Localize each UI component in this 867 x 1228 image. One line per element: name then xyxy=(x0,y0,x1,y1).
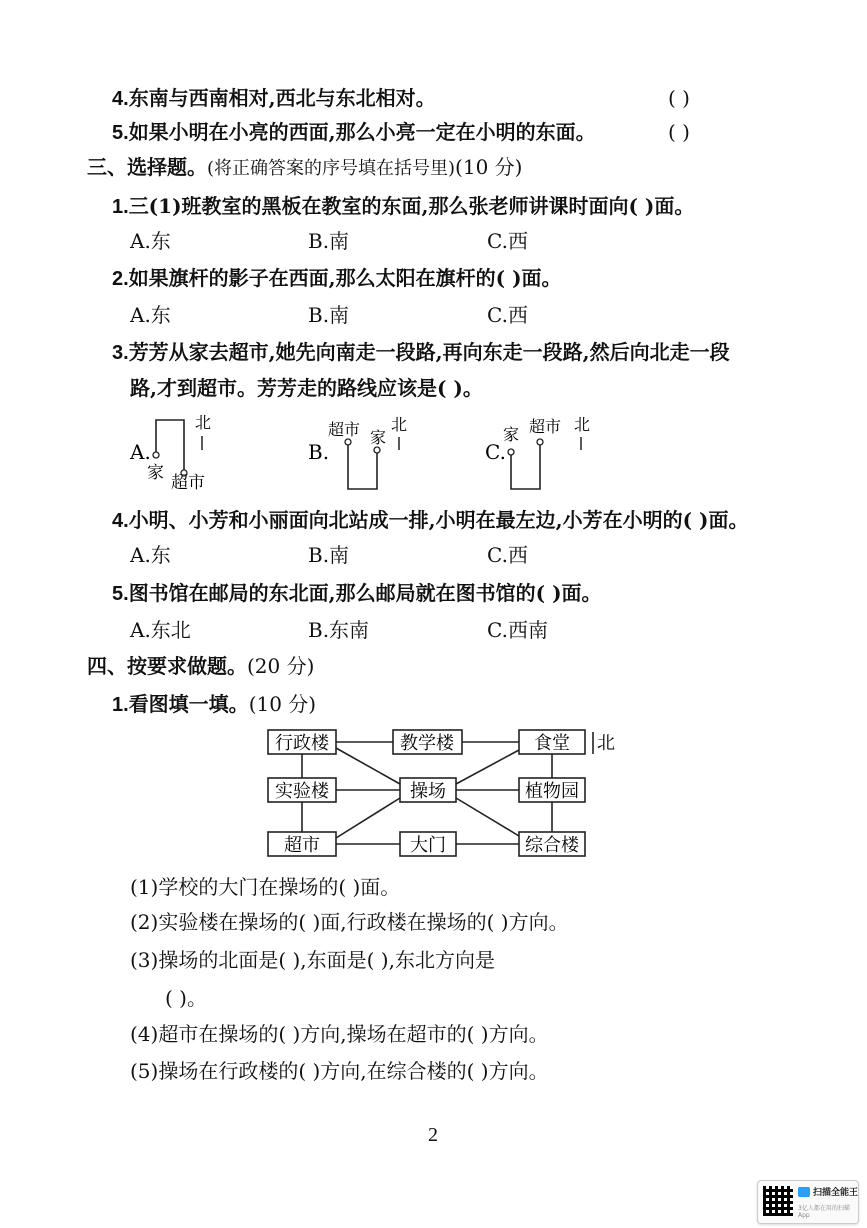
s4-sub-3-cont[interactable]: ( )。 xyxy=(165,986,207,1010)
building-garden-label: 植物园 xyxy=(525,781,579,802)
judge-q5-answer[interactable]: ( ) xyxy=(668,120,690,144)
s4-q1-score: (10 分) xyxy=(248,692,317,716)
s3-q3-line2: 路,才到超市。芳芳走的路线应该是( )。 xyxy=(130,376,483,400)
page-number: 2 xyxy=(428,1124,438,1146)
s4-q1-text: 看图填一填。 xyxy=(128,692,249,716)
badge-title: 扫描全能王 xyxy=(813,1188,859,1198)
building-market xyxy=(268,832,336,856)
route-a-home-dot xyxy=(153,452,159,458)
s3-q2-option-b[interactable]: B.南 xyxy=(308,303,350,327)
judge-q5 xyxy=(112,120,596,145)
building-lab xyxy=(268,778,336,802)
s3-q3-route-diagrams xyxy=(125,410,765,500)
s4-q1 xyxy=(112,692,316,717)
route-a-market-label: 超市 xyxy=(171,473,205,493)
s3-q4-option-c[interactable]: C.西 xyxy=(487,543,528,567)
route-c-home-label: 家 xyxy=(503,425,520,444)
s3-q4-option-b[interactable]: B.南 xyxy=(308,543,350,567)
s3-q4-text: 小明、小芳和小丽面向北站成一排,小明在最左边,小芳在小明的( )面。 xyxy=(128,508,749,532)
section3-heading xyxy=(87,155,522,181)
s3-q1-text: 三(1)班教室的黑板在教室的东面,那么张老师讲课时面向( )面。 xyxy=(128,194,695,218)
s3-q5-option-b[interactable]: B.东南 xyxy=(308,618,370,642)
route-option-b[interactable] xyxy=(308,415,407,489)
s3-q3-text-line1: 芳芳从家去超市,她先向南走一段路,再向东走一段路,然后向北走一段 xyxy=(128,340,730,364)
s4-sub-1[interactable]: (1)学校的大门在操场的( )面。 xyxy=(130,875,401,899)
scanner-badge xyxy=(757,1180,859,1224)
route-option-c[interactable] xyxy=(485,415,590,489)
s3-q1 xyxy=(112,194,694,219)
building-complex-label: 综合楼 xyxy=(525,835,579,856)
route-b-path xyxy=(348,445,377,489)
route-c-label: C. xyxy=(485,440,506,464)
judge-q4-number: 4. xyxy=(112,88,129,110)
judge-q4-text: 东南与西南相对,西北与东北相对。 xyxy=(128,86,436,110)
s3-q4-option-a[interactable]: A.东 xyxy=(130,543,171,567)
s4-q1-number: 1. xyxy=(112,694,129,716)
s3-q2-number: 2. xyxy=(112,268,129,290)
s3-q5-number: 5. xyxy=(112,583,129,605)
school-map xyxy=(260,722,630,862)
route-a-home-label: 家 xyxy=(147,463,164,483)
s3-q5-option-c[interactable]: C.西南 xyxy=(487,618,548,642)
route-b-home-label: 家 xyxy=(370,428,387,447)
s4-sub-3[interactable]: (3)操场的北面是( ),东面是( ),东北方向是 xyxy=(130,948,495,972)
judge-q4 xyxy=(112,86,436,111)
route-c-home-dot xyxy=(508,449,514,455)
s3-q1-option-a[interactable]: A.东 xyxy=(130,229,171,253)
route-c-market-dot xyxy=(537,439,543,445)
judge-q5-text: 如果小明在小亮的西面,那么小亮一定在小明的东面。 xyxy=(128,120,596,144)
section4-score: (20 分) xyxy=(247,654,315,678)
s3-q2-option-c[interactable]: C.西 xyxy=(487,303,528,327)
s3-q5 xyxy=(112,581,602,606)
s3-q4-number: 4. xyxy=(112,510,129,532)
section3-title: 三、选择题。 xyxy=(87,155,207,179)
section4-heading xyxy=(87,654,314,678)
building-canteen xyxy=(519,730,585,754)
route-c-path xyxy=(511,445,540,489)
building-market-label: 超市 xyxy=(284,835,320,856)
route-b-north-label: 北 xyxy=(391,415,408,434)
section4-title: 四、按要求做题。 xyxy=(87,654,247,678)
section3-score: (10 分) xyxy=(455,155,523,179)
s3-q4 xyxy=(112,508,749,533)
building-playground-label: 操场 xyxy=(410,781,446,802)
building-lab-label: 实验楼 xyxy=(275,781,329,802)
s3-q2-option-a[interactable]: A.东 xyxy=(130,303,171,327)
s4-sub-4[interactable]: (4)超市在操场的( )方向,操场在超市的( )方向。 xyxy=(130,1022,549,1046)
s3-q2 xyxy=(112,266,562,291)
s3-q5-text: 图书馆在邮局的东北面,那么邮局就在图书馆的( )面。 xyxy=(128,581,602,605)
s4-sub-5[interactable]: (5)操场在行政楼的( )方向,在综合楼的( )方向。 xyxy=(130,1059,549,1083)
route-b-home-dot xyxy=(374,447,380,453)
s4-sub-2[interactable]: (2)实验楼在操场的( )面,行政楼在操场的( )方向。 xyxy=(130,910,569,934)
building-playground xyxy=(400,778,456,802)
building-admin-label: 行政楼 xyxy=(275,733,329,754)
building-teaching-label: 教学楼 xyxy=(400,733,454,754)
route-b-market-label: 超市 xyxy=(328,420,361,439)
building-teaching xyxy=(393,730,462,754)
route-a-north-label: 北 xyxy=(195,413,212,432)
building-gate xyxy=(400,832,456,856)
s3-q1-option-c[interactable]: C.西 xyxy=(487,229,528,253)
s3-q1-number: 1. xyxy=(112,196,129,218)
route-b-label: B. xyxy=(308,440,330,464)
judge-q5-number: 5. xyxy=(112,122,129,144)
qr-code-icon xyxy=(763,1186,793,1216)
cs-logo-icon xyxy=(798,1187,810,1197)
judge-q4-answer[interactable]: ( ) xyxy=(668,86,690,110)
route-c-market-label: 超市 xyxy=(529,417,562,436)
route-b-market-dot xyxy=(345,439,351,445)
building-admin xyxy=(268,730,336,754)
route-c-north-label: 北 xyxy=(574,415,591,434)
s3-q3-line1 xyxy=(112,340,730,365)
section3-note: (将正确答案的序号填在括号里) xyxy=(207,158,456,179)
building-gate-label: 大门 xyxy=(410,835,446,856)
map-north-label: 北 xyxy=(597,733,615,754)
route-a-label: A. xyxy=(130,440,151,464)
building-complex xyxy=(519,832,585,856)
s3-q1-option-b[interactable]: B.南 xyxy=(308,229,350,253)
s3-q5-option-a[interactable]: A.东北 xyxy=(130,618,191,642)
badge-subtitle: 3亿人都在用的扫描App xyxy=(798,1205,850,1219)
building-garden xyxy=(519,778,585,802)
route-option-a[interactable] xyxy=(129,413,211,493)
s3-q3-number: 3. xyxy=(112,342,129,364)
building-canteen-label: 食堂 xyxy=(534,733,570,754)
s3-q2-text: 如果旗杆的影子在西面,那么太阳在旗杆的( )面。 xyxy=(128,266,562,290)
